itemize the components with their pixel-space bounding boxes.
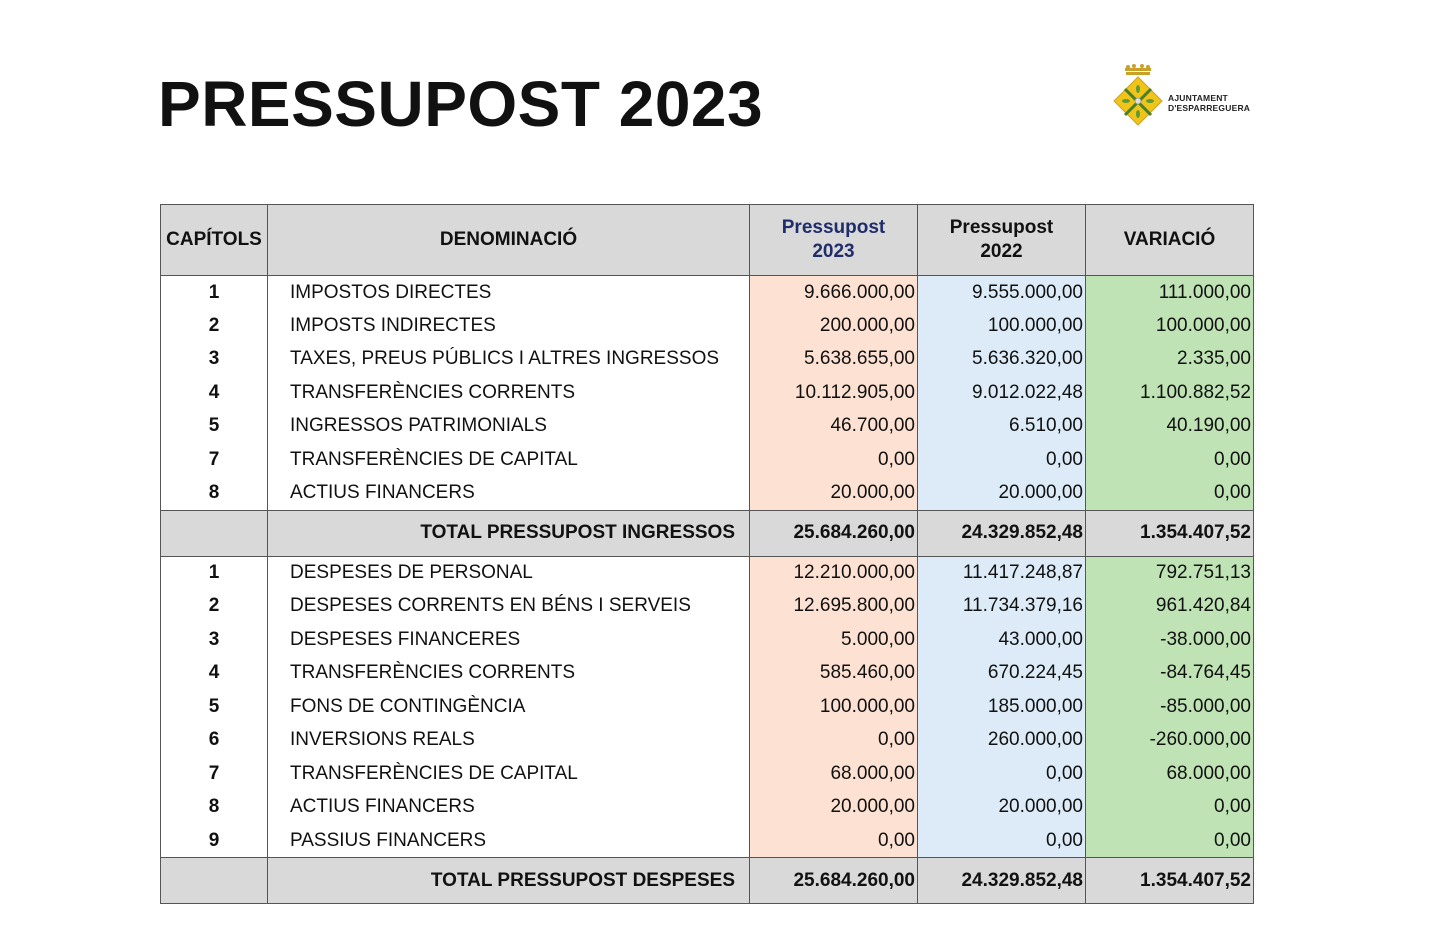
cell-pressupost-2022: 20.000,00 [918,791,1086,825]
table-header [161,205,1254,276]
cell-denominacio: INVERSIONS REALS [268,724,750,758]
cell-denominacio: TRANSFERÈNCIES DE CAPITAL [268,757,750,791]
total-despeses-label: TOTAL PRESSUPOST DESPESES [268,858,750,904]
table-row [161,343,1254,377]
cell-capitol: 8 [161,477,268,511]
cell-pressupost-2022: 9.555.000,00 [918,276,1086,310]
cell-pressupost-2022: 670.224,45 [918,657,1086,691]
cell-capitol: 2 [161,309,268,343]
total-ingressos-variacio: 1.354.407,52 [1086,510,1254,556]
cell-variacio: 68.000,00 [1086,757,1254,791]
table-row [161,623,1254,657]
cell-pressupost-2022: 9.012.022,48 [918,376,1086,410]
cell-denominacio: TRANSFERÈNCIES CORRENTS [268,657,750,691]
cell-capitol: 4 [161,376,268,410]
header-variacio: VARIACIÓ [1086,205,1254,276]
cell-pressupost-2022: 20.000,00 [918,477,1086,511]
total-despeses-row [161,858,1254,904]
table-row [161,477,1254,511]
total-despeses-2022: 24.329.852,48 [918,858,1086,904]
cell-variacio: 1.100.882,52 [1086,376,1254,410]
cell-capitol: 1 [161,276,268,310]
cell-capitol: 8 [161,791,268,825]
table-row [161,276,1254,310]
cell-denominacio: TRANSFERÈNCIES CORRENTS [268,376,750,410]
cell-pressupost-2023: 0,00 [750,824,918,858]
cell-pressupost-2023: 20.000,00 [750,477,918,511]
cell-pressupost-2023: 46.700,00 [750,410,918,444]
cell-pressupost-2022: 11.734.379,16 [918,590,1086,624]
cell-pressupost-2022: 0,00 [918,824,1086,858]
cell-variacio: 40.190,00 [1086,410,1254,444]
table-row [161,556,1254,590]
cell-denominacio: PASSIUS FINANCERS [268,824,750,858]
logo-line1: AJUNTAMENT [1168,93,1228,103]
table-row [161,443,1254,477]
cell-pressupost-2022: 185.000,00 [918,690,1086,724]
header-2022-line2: 2022 [980,241,1023,262]
cell-denominacio: DESPESES FINANCERES [268,623,750,657]
cell-capitol-empty [161,510,268,556]
cell-pressupost-2023: 20.000,00 [750,791,918,825]
table-row [161,824,1254,858]
cell-denominacio: TAXES, PREUS PÚBLICS I ALTRES INGRESSOS [268,343,750,377]
cell-variacio: 100.000,00 [1086,309,1254,343]
cell-denominacio: IMPOSTOS DIRECTES [268,276,750,310]
cell-capitol-empty [161,858,268,904]
total-ingressos-label: TOTAL PRESSUPOST INGRESSOS [268,510,750,556]
cell-variacio: -38.000,00 [1086,623,1254,657]
cell-variacio: 0,00 [1086,443,1254,477]
table-body [161,276,1254,904]
table-row [161,657,1254,691]
cell-pressupost-2022: 260.000,00 [918,724,1086,758]
logo-line2: D'ESPARREGUERA [1168,103,1251,113]
cell-pressupost-2023: 585.460,00 [750,657,918,691]
cell-capitol: 6 [161,724,268,758]
cell-pressupost-2023: 12.695.800,00 [750,590,918,624]
cell-variacio: 0,00 [1086,824,1254,858]
cell-capitol: 5 [161,690,268,724]
cell-denominacio: DESPESES CORRENTS EN BÉNS I SERVEIS [268,590,750,624]
cell-pressupost-2023: 0,00 [750,443,918,477]
cell-variacio: -84.764,45 [1086,657,1254,691]
cell-denominacio: INGRESSOS PATRIMONIALS [268,410,750,444]
cell-denominacio: TRANSFERÈNCIES DE CAPITAL [268,443,750,477]
page-title: PRESSUPOST 2023 [158,68,764,140]
cell-capitol: 3 [161,343,268,377]
cell-variacio: 0,00 [1086,791,1254,825]
table-row [161,590,1254,624]
cell-variacio: 792.751,13 [1086,556,1254,590]
header-2022-line1: Pressupost [949,217,1054,238]
cell-pressupost-2022: 100.000,00 [918,309,1086,343]
cell-pressupost-2023: 5.638.655,00 [750,343,918,377]
cell-capitol: 3 [161,623,268,657]
header-2023-line2: 2023 [812,241,855,262]
cell-denominacio: ACTIUS FINANCERS [268,791,750,825]
cell-capitol: 5 [161,410,268,444]
budget-table [160,204,1254,904]
cell-variacio: 961.420,84 [1086,590,1254,624]
cell-capitol: 2 [161,590,268,624]
header-capitols: CAPÍTOLS [161,205,268,276]
table-row [161,791,1254,825]
cell-variacio: -85.000,00 [1086,690,1254,724]
header-pressupost-2022 [918,205,1086,276]
cell-pressupost-2023: 10.112.905,00 [750,376,918,410]
table-row [161,757,1254,791]
total-ingressos-2022: 24.329.852,48 [918,510,1086,556]
table-row [161,690,1254,724]
total-despeses-variacio: 1.354.407,52 [1086,858,1254,904]
cell-denominacio: DESPESES DE PERSONAL [268,556,750,590]
cell-pressupost-2023: 68.000,00 [750,757,918,791]
cell-pressupost-2023: 200.000,00 [750,309,918,343]
cell-variacio: 2.335,00 [1086,343,1254,377]
cell-pressupost-2023: 0,00 [750,724,918,758]
cell-denominacio: ACTIUS FINANCERS [268,477,750,511]
cell-capitol: 4 [161,657,268,691]
cell-capitol: 9 [161,824,268,858]
cell-pressupost-2022: 5.636.320,00 [918,343,1086,377]
cell-pressupost-2022: 11.417.248,87 [918,556,1086,590]
cell-variacio: 0,00 [1086,477,1254,511]
cell-variacio: 111.000,00 [1086,276,1254,310]
cell-pressupost-2022: 0,00 [918,443,1086,477]
cell-pressupost-2023: 100.000,00 [750,690,918,724]
coat-of-arms-icon [1112,64,1168,130]
cell-variacio: -260.000,00 [1086,724,1254,758]
municipal-logo [1112,64,1262,130]
header-denominacio: DENOMINACIÓ [268,205,750,276]
cell-capitol: 7 [161,443,268,477]
cell-pressupost-2022: 0,00 [918,757,1086,791]
cell-pressupost-2023: 9.666.000,00 [750,276,918,310]
cell-pressupost-2022: 43.000,00 [918,623,1086,657]
table-row [161,724,1254,758]
header-2023-line1: Pressupost [781,217,886,238]
cell-denominacio: IMPOSTS INDIRECTES [268,309,750,343]
logo-wordmark [1168,93,1250,113]
cell-denominacio: FONS DE CONTINGÈNCIA [268,690,750,724]
table-row [161,410,1254,444]
header-pressupost-2023 [750,205,918,276]
total-despeses-2023: 25.684.260,00 [750,858,918,904]
cell-pressupost-2023: 12.210.000,00 [750,556,918,590]
cell-pressupost-2022: 6.510,00 [918,410,1086,444]
total-ingressos-2023: 25.684.260,00 [750,510,918,556]
table-row [161,309,1254,343]
total-ingressos-row [161,510,1254,556]
cell-capitol: 1 [161,556,268,590]
cell-capitol: 7 [161,757,268,791]
cell-pressupost-2023: 5.000,00 [750,623,918,657]
table-row [161,376,1254,410]
